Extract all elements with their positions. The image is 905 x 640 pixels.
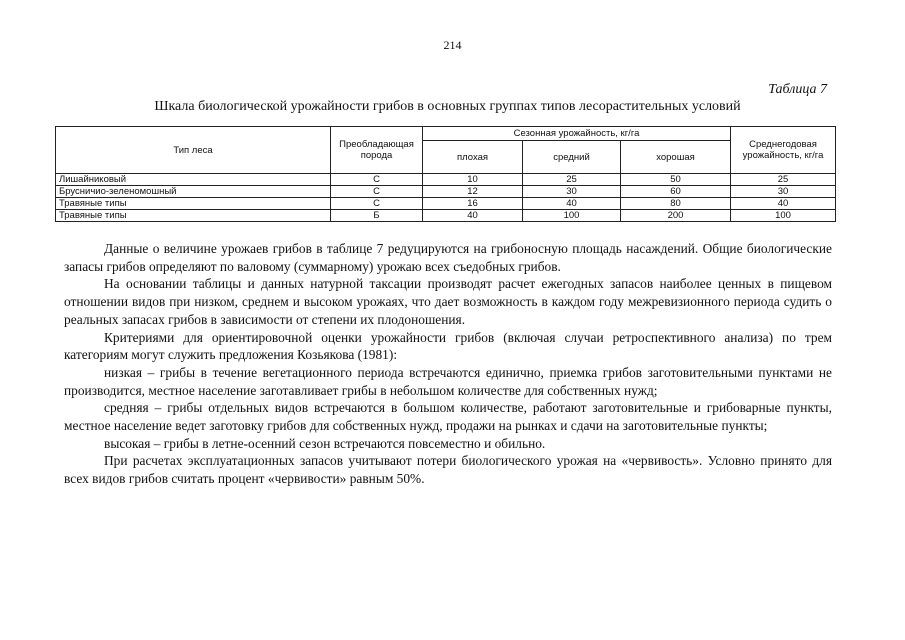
cell-poor: 10 (423, 174, 523, 186)
table-row (56, 198, 836, 210)
header-average-yield: Среднегодовая урожайность, кг/га (731, 127, 836, 174)
paragraph: Критериями для ориентировочной оценки урожайности грибов (включая случаи ретроспективного анализа) по трем категориям могут служить предложения Козьякова (1981): (64, 329, 832, 363)
paragraph: Данные о величине урожаев грибов в таблице 7 редуцируются на грибоносную площадь насаждений. Общие биологические запасы грибов определяют по валовому (суммарному) урожаю всех съедобных грибов. (64, 241, 832, 274)
cell-poor: 40 (423, 210, 523, 222)
paragraph: На основании таблицы и данных натурной таксации производят расчет ежегодных запасов наиболее ценных в пищевом отношении видов при низком, среднем и высоком урожаях, что дает возможность в каждом году межревизионного периода судить о реальных запасах грибов в зависимости от степени их плодоношения. (64, 276, 832, 327)
cell-good: 80 (621, 198, 731, 210)
cell-good: 50 (621, 174, 731, 186)
paragraph: При расчетах эксплуатационных запасов учитывают потери биологического урожая на «червивость». Условно принято для всех видов грибов считать процент «червивости» равным 50%. (64, 453, 832, 487)
cell-medium: 40 (523, 198, 621, 210)
cell-average: 25 (731, 174, 836, 186)
criteria-low: низкая – грибы в течение вегетационного периода встречаются единично, приемка грибов заготовительными пунктами не производится, местное население заготавливает грибы в небольшом количестве для собственных нужд; (64, 364, 832, 398)
cell-species: С (331, 186, 423, 198)
yield-table (55, 126, 836, 222)
table-title: Шкала биологической урожайности грибов в основных группах типов лесорастительных условий (154, 99, 741, 114)
cell-good: 200 (621, 210, 731, 222)
table-row (56, 174, 836, 186)
table-row (56, 186, 836, 198)
header-forest-type: Тип леса (56, 127, 331, 174)
table-row (56, 210, 836, 222)
criteria-medium: средняя – грибы отдельных видов встречаются в большом количестве, работают заготовительные и грибоварные пункты, местное население ведет заготовку грибов для собственных нужд, продажи на рынках и сдачи на заготовительные пункты; (64, 400, 832, 434)
cell-medium: 25 (523, 174, 621, 186)
cell-species: Б (331, 210, 423, 222)
cell-average: 40 (731, 198, 836, 210)
cell-forest: Травяные типы (56, 210, 331, 222)
cell-medium: 100 (523, 210, 621, 222)
header-medium: средний (523, 141, 621, 174)
header-good: хорошая (621, 141, 731, 174)
cell-average: 30 (731, 186, 836, 198)
criteria-high: высокая – грибы в летне-осенний сезон встречаются повсеместно и обильно. (104, 435, 546, 451)
body-text (64, 240, 832, 488)
header-seasonal-yield: Сезонная урожайность, кг/га (423, 127, 731, 141)
cell-species: С (331, 198, 423, 210)
header-poor: плохая (423, 141, 523, 174)
cell-average: 100 (731, 210, 836, 222)
cell-medium: 30 (523, 186, 621, 198)
cell-good: 60 (621, 186, 731, 198)
page-number: 214 (443, 38, 462, 52)
cell-forest: Лишайниковый (56, 174, 331, 186)
table-label: Таблица 7 (768, 82, 827, 97)
header-dominant-species: Преобладающая порода (331, 127, 423, 174)
cell-poor: 12 (423, 186, 523, 198)
cell-forest: Травяные типы (56, 198, 331, 210)
cell-species: С (331, 174, 423, 186)
cell-poor: 16 (423, 198, 523, 210)
cell-forest: Брусничио-зеленомошный (56, 186, 331, 198)
